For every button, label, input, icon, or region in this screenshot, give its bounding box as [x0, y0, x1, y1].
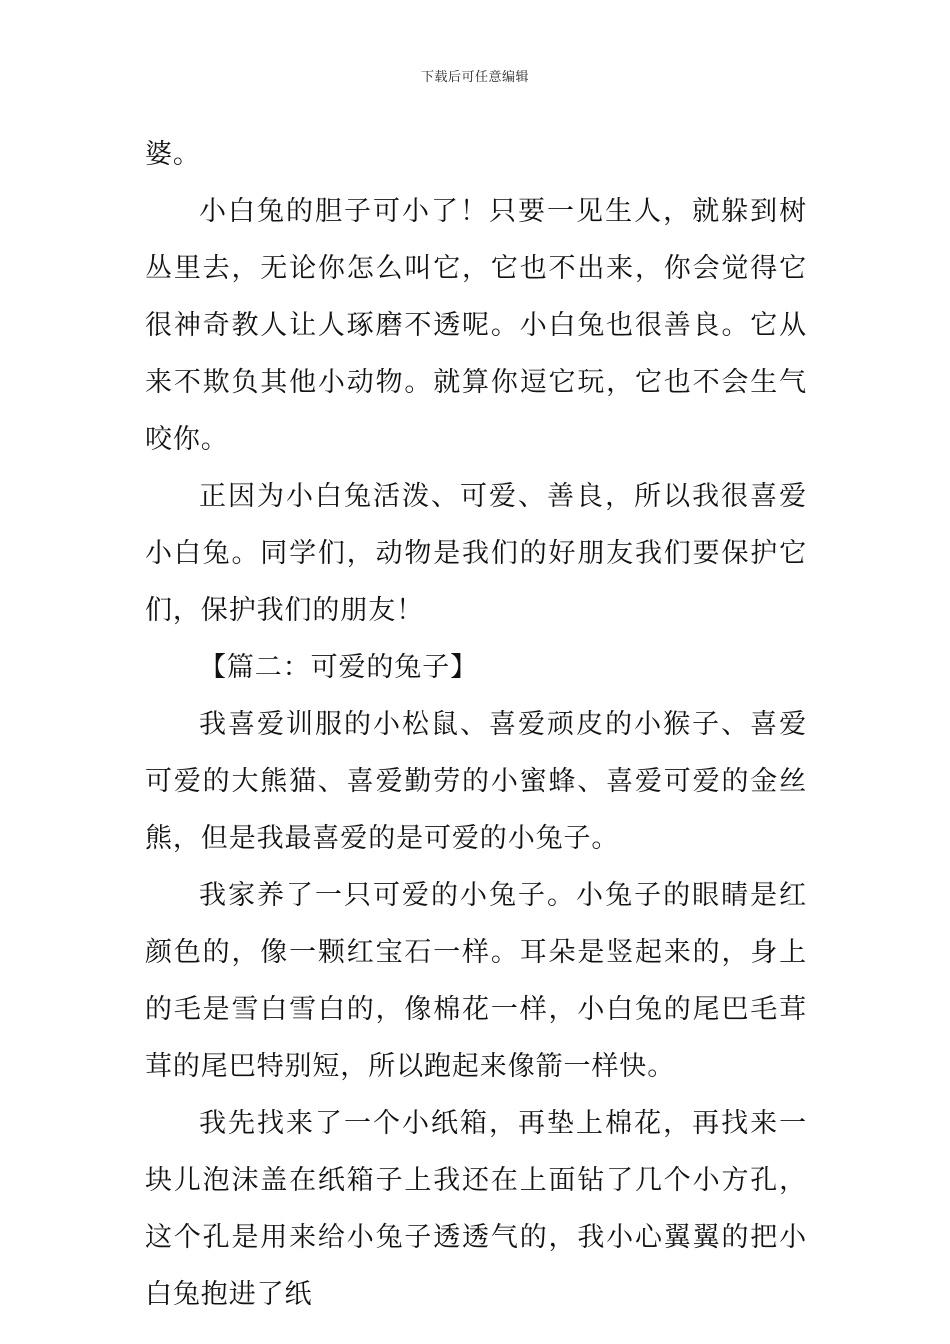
document-body	[145, 126, 807, 1323]
paragraph: 我喜爱训服的小松鼠、喜爱顽皮的小猴子、喜爱可爱的大熊猫、喜爱勤劳的小蜜蜂、喜爱可爱的金丝熊，但是我最喜爱的是可爱的小兔子。	[145, 709, 807, 854]
paragraph: 我家养了一只可爱的小兔子。小兔子的眼睛是红颜色的，像一颗红宝石一样。耳朵是竖起来的，身上的毛是雪白雪白的，像棉花一样，小白兔的尾巴毛茸茸的尾巴特别短，所以跑起来像箭一样快。	[145, 880, 807, 1082]
section-heading: 【篇二：可爱的兔子】	[199, 652, 478, 683]
paragraph-continuation: 婆。	[145, 139, 201, 170]
paragraph: 小白兔的胆子可小了！只要一见生人，就躲到树丛里去，无论你怎么叫它，它也不出来，你会觉得它很神奇教人让人琢磨不透呢。小白兔也很善良。它从来不欺负其他小动物。就算你逗它玩，它也不会生气咬你。	[145, 196, 807, 455]
paragraph: 我先找来了一个小纸箱，再垫上棉花，再找来一块儿泡沫盖在纸箱子上我还在上面钻了几个小方孔，这个孔是用来给小兔子透透气的，我小心翼翼的把小白兔抱进了纸	[145, 1108, 807, 1310]
paragraph: 正因为小白兔活泼、可爱、善良，所以我很喜爱小白兔。同学们，动物是我们的好朋友我们要保护它们，保护我们的朋友！	[145, 481, 807, 626]
page-header: 下载后可任意编辑	[420, 70, 529, 85]
